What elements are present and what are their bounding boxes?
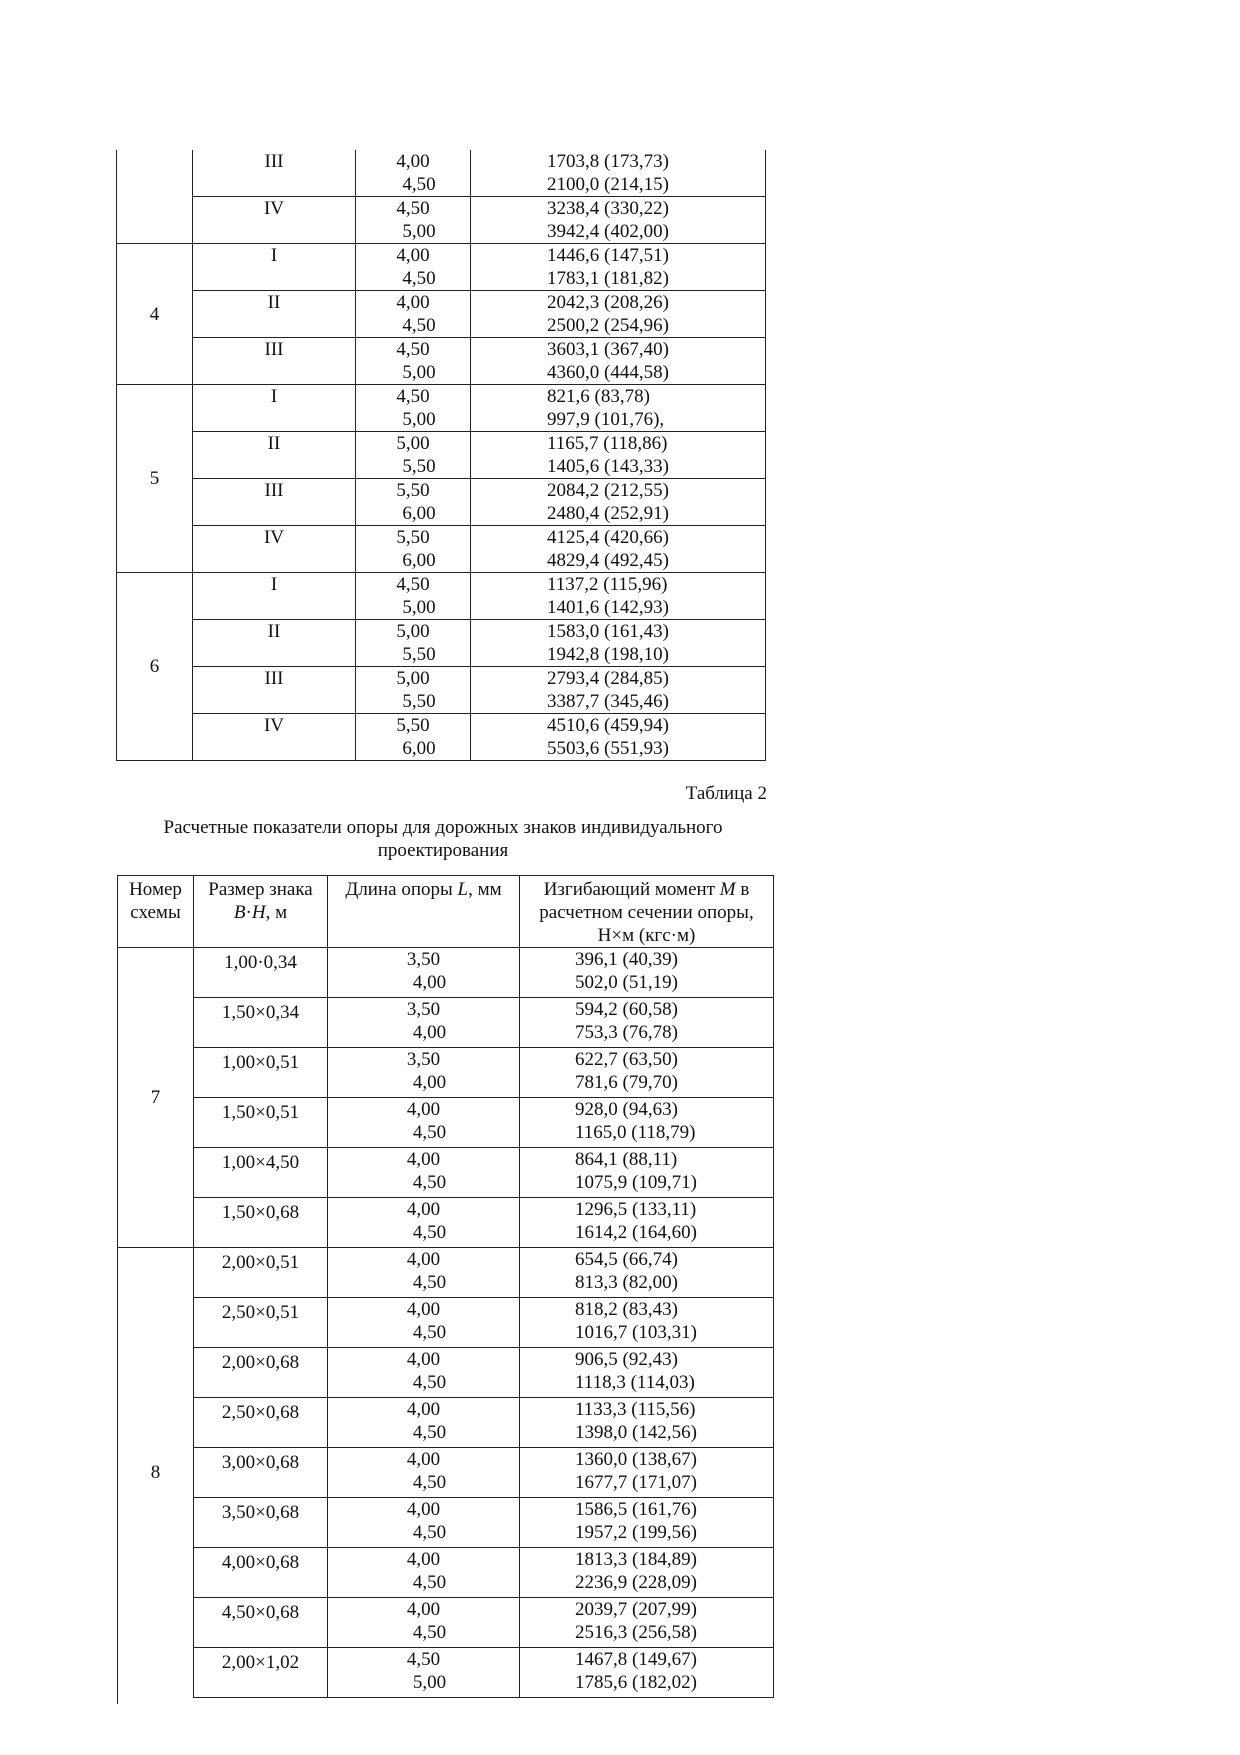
moment-value: 1957,2 (199,56) bbox=[575, 1522, 697, 1543]
sign-size: 2,50×0,51 bbox=[194, 1298, 328, 1348]
table-header-row bbox=[118, 876, 774, 948]
moment-cell bbox=[471, 338, 766, 385]
moment-value: 1703,8 (173,73) bbox=[547, 151, 669, 172]
moment-value: 5503,6 (551,93) bbox=[547, 738, 669, 759]
moment-value: 821,6 (83,78) bbox=[547, 386, 650, 407]
table-row bbox=[117, 479, 766, 526]
sign-size: 3,50×0,68 bbox=[194, 1498, 328, 1548]
length-value: 4,00 bbox=[396, 292, 430, 313]
moment-cell bbox=[520, 1048, 774, 1098]
moment-value: 928,0 (94,63) bbox=[575, 1099, 678, 1120]
length-value: 4,50 bbox=[396, 386, 430, 407]
moment-cell bbox=[471, 150, 766, 197]
table-row bbox=[118, 948, 774, 998]
length-value: 6,00 bbox=[402, 550, 436, 571]
moment-cell bbox=[520, 1648, 774, 1698]
sign-size: 1,00×0,51 bbox=[194, 1048, 328, 1098]
length-cell bbox=[328, 1548, 520, 1598]
length-value: 5,50 bbox=[396, 715, 430, 736]
table-row bbox=[117, 244, 766, 291]
length-value: 4,50 bbox=[412, 1272, 447, 1293]
moment-value: 2236,9 (228,09) bbox=[575, 1572, 697, 1593]
length-value: 4,00 bbox=[406, 1349, 441, 1370]
header-size: Размер знака B·H, м bbox=[194, 876, 328, 948]
length-cell bbox=[328, 1148, 520, 1198]
length-value: 4,50 bbox=[412, 1172, 447, 1193]
moment-value: 3387,7 (345,46) bbox=[547, 691, 669, 712]
length-value: 4,00 bbox=[406, 1549, 441, 1570]
length-value: 5,00 bbox=[396, 433, 430, 454]
length-value: 4,50 bbox=[412, 1522, 447, 1543]
sign-size: 2,00×0,68 bbox=[194, 1348, 328, 1398]
moment-cell bbox=[471, 573, 766, 620]
length-value: 4,00 bbox=[396, 151, 430, 172]
support-type: II bbox=[193, 291, 356, 338]
length-value: 4,50 bbox=[412, 1572, 447, 1593]
length-value: 4,00 bbox=[406, 1299, 441, 1320]
length-cell bbox=[356, 338, 471, 385]
table-row bbox=[117, 667, 766, 714]
table-title: Расчетные показатели опоры для дорожных знаков индивидуального проектирования bbox=[163, 817, 723, 861]
moment-value: 781,6 (79,70) bbox=[575, 1072, 678, 1093]
sign-size: 1,50×0,51 bbox=[194, 1098, 328, 1148]
length-value: 4,00 bbox=[406, 1249, 441, 1270]
length-cell bbox=[356, 620, 471, 667]
length-value: 4,00 bbox=[412, 972, 447, 993]
header-scheme: Номер схемы bbox=[118, 876, 194, 948]
support-type: IV bbox=[193, 197, 356, 244]
table-row bbox=[118, 1398, 774, 1448]
length-value: 4,50 bbox=[406, 1649, 441, 1670]
moment-cell bbox=[471, 385, 766, 432]
moment-value: 1360,0 (138,67) bbox=[575, 1449, 697, 1470]
moment-value: 4125,4 (420,66) bbox=[547, 527, 669, 548]
table-row bbox=[117, 526, 766, 573]
table-row bbox=[117, 197, 766, 244]
moment-value: 3603,1 (367,40) bbox=[547, 339, 669, 360]
table-row bbox=[118, 998, 774, 1048]
table-row bbox=[118, 1198, 774, 1248]
scheme-number: 5 bbox=[117, 385, 193, 573]
length-value: 4,50 bbox=[396, 339, 430, 360]
moment-value: 1586,5 (161,76) bbox=[575, 1499, 697, 1520]
table-row bbox=[117, 432, 766, 479]
sign-size: 4,50×0,68 bbox=[194, 1598, 328, 1648]
length-cell bbox=[328, 1598, 520, 1648]
moment-cell bbox=[520, 1548, 774, 1598]
length-value: 4,00 bbox=[406, 1149, 441, 1170]
table-row bbox=[117, 385, 766, 432]
length-value: 4,00 bbox=[412, 1022, 447, 1043]
table-2 bbox=[117, 875, 774, 1698]
length-cell bbox=[328, 1398, 520, 1448]
moment-cell bbox=[520, 1348, 774, 1398]
table-row bbox=[117, 714, 766, 761]
support-type: I bbox=[193, 573, 356, 620]
table-row bbox=[118, 1098, 774, 1148]
table-row bbox=[117, 338, 766, 385]
moment-value: 818,2 (83,43) bbox=[575, 1299, 678, 1320]
moment-cell bbox=[520, 1448, 774, 1498]
moment-value: 4360,0 (444,58) bbox=[547, 362, 669, 383]
support-type: IV bbox=[193, 714, 356, 761]
moment-value: 2039,7 (207,99) bbox=[575, 1599, 697, 1620]
moment-cell bbox=[471, 620, 766, 667]
length-cell bbox=[356, 385, 471, 432]
moment-value: 1467,8 (149,67) bbox=[575, 1649, 697, 1670]
table-1-continuation bbox=[116, 150, 766, 761]
support-type: III bbox=[193, 479, 356, 526]
support-type: I bbox=[193, 244, 356, 291]
table-row bbox=[117, 291, 766, 338]
length-cell bbox=[328, 1298, 520, 1348]
length-value: 4,00 bbox=[406, 1099, 441, 1120]
length-cell bbox=[356, 573, 471, 620]
length-value: 6,00 bbox=[402, 738, 436, 759]
moment-cell bbox=[471, 667, 766, 714]
length-value: 4,50 bbox=[412, 1372, 447, 1393]
support-type: II bbox=[193, 620, 356, 667]
length-cell bbox=[356, 667, 471, 714]
header-length: Длина опоры L, мм bbox=[328, 876, 520, 948]
length-cell bbox=[328, 1648, 520, 1698]
moment-value: 753,3 (76,78) bbox=[575, 1022, 678, 1043]
moment-cell bbox=[471, 244, 766, 291]
length-value: 4,50 bbox=[396, 574, 430, 595]
moment-value: 1614,2 (164,60) bbox=[575, 1222, 697, 1243]
length-value: 4,50 bbox=[412, 1322, 447, 1343]
length-value: 4,50 bbox=[412, 1622, 447, 1643]
moment-value: 1785,6 (182,02) bbox=[575, 1672, 697, 1693]
moment-value: 1165,7 (118,86) bbox=[547, 433, 668, 454]
length-cell bbox=[328, 1048, 520, 1098]
moment-value: 3942,4 (402,00) bbox=[547, 221, 669, 242]
length-value: 5,00 bbox=[402, 597, 436, 618]
moment-value: 1942,8 (198,10) bbox=[547, 644, 669, 665]
moment-cell bbox=[520, 1248, 774, 1298]
length-value: 4,50 bbox=[412, 1472, 447, 1493]
moment-value: 1075,9 (109,71) bbox=[575, 1172, 697, 1193]
length-cell bbox=[356, 291, 471, 338]
sign-size: 1,00×4,50 bbox=[194, 1148, 328, 1198]
length-cell bbox=[356, 150, 471, 197]
length-value: 4,00 bbox=[396, 245, 430, 266]
moment-value: 864,1 (88,11) bbox=[575, 1149, 678, 1170]
moment-cell bbox=[520, 1298, 774, 1348]
length-value: 4,00 bbox=[406, 1199, 441, 1220]
length-value: 5,00 bbox=[402, 221, 436, 242]
sign-size: 3,00×0,68 bbox=[194, 1448, 328, 1498]
support-type: II bbox=[193, 432, 356, 479]
length-value: 4,50 bbox=[402, 315, 436, 336]
moment-value: 997,9 (101,76), bbox=[547, 409, 665, 430]
table-row bbox=[118, 1048, 774, 1098]
length-value: 4,50 bbox=[412, 1122, 447, 1143]
scheme-number: 6 bbox=[117, 573, 193, 761]
moment-cell bbox=[471, 479, 766, 526]
length-cell bbox=[328, 1348, 520, 1398]
table-row bbox=[118, 1298, 774, 1348]
length-cell bbox=[356, 197, 471, 244]
length-cell bbox=[356, 526, 471, 573]
moment-value: 1118,3 (114,03) bbox=[575, 1372, 695, 1393]
length-value: 5,50 bbox=[402, 456, 436, 477]
table-left-rule bbox=[117, 1680, 118, 1704]
table-row bbox=[118, 1598, 774, 1648]
length-cell bbox=[356, 714, 471, 761]
length-value: 3,50 bbox=[406, 999, 441, 1020]
length-value: 4,00 bbox=[406, 1449, 441, 1470]
length-value: 4,00 bbox=[412, 1072, 447, 1093]
moment-value: 2500,2 (254,96) bbox=[547, 315, 669, 336]
length-value: 4,50 bbox=[412, 1222, 447, 1243]
length-value: 5,50 bbox=[396, 480, 430, 501]
sign-size: 4,00×0,68 bbox=[194, 1548, 328, 1598]
sign-size: 2,00×1,02 bbox=[194, 1648, 328, 1698]
table-row bbox=[118, 1148, 774, 1198]
length-cell bbox=[328, 1448, 520, 1498]
table-row bbox=[118, 1448, 774, 1498]
length-cell bbox=[328, 1248, 520, 1298]
moment-value: 1296,5 (133,11) bbox=[575, 1199, 697, 1220]
support-type: III bbox=[193, 338, 356, 385]
table-row bbox=[118, 1248, 774, 1298]
moment-value: 4829,4 (492,45) bbox=[547, 550, 669, 571]
moment-value: 622,7 (63,50) bbox=[575, 1049, 678, 1070]
support-type: I bbox=[193, 385, 356, 432]
length-value: 4,50 bbox=[402, 268, 436, 289]
header-moment: Изгибающий момент M в расчетном сечении опоры, Н×м (кгс·м) bbox=[520, 876, 774, 948]
moment-value: 2042,3 (208,26) bbox=[547, 292, 669, 313]
length-value: 5,00 bbox=[412, 1672, 447, 1693]
length-value: 3,50 bbox=[406, 949, 441, 970]
length-value: 4,50 bbox=[396, 198, 430, 219]
length-cell bbox=[356, 432, 471, 479]
length-value: 5,50 bbox=[396, 527, 430, 548]
moment-value: 1446,6 (147,51) bbox=[547, 245, 669, 266]
length-value: 3,50 bbox=[406, 1049, 441, 1070]
length-cell bbox=[328, 1098, 520, 1148]
length-value: 4,00 bbox=[406, 1399, 441, 1420]
table-row bbox=[118, 1548, 774, 1598]
length-value: 5,00 bbox=[402, 409, 436, 430]
moment-value: 813,3 (82,00) bbox=[575, 1272, 678, 1293]
moment-value: 1165,0 (118,79) bbox=[575, 1122, 696, 1143]
moment-value: 1016,7 (103,31) bbox=[575, 1322, 697, 1343]
moment-cell bbox=[520, 1148, 774, 1198]
moment-cell bbox=[471, 526, 766, 573]
moment-value: 1583,0 (161,43) bbox=[547, 621, 669, 642]
moment-value: 1137,2 (115,96) bbox=[547, 574, 668, 595]
sign-size: 1,50×0,34 bbox=[194, 998, 328, 1048]
length-cell bbox=[328, 1498, 520, 1548]
moment-cell bbox=[471, 432, 766, 479]
table-row bbox=[118, 1648, 774, 1698]
moment-cell bbox=[471, 291, 766, 338]
moment-value: 594,2 (60,58) bbox=[575, 999, 678, 1020]
length-value: 5,00 bbox=[396, 668, 430, 689]
moment-value: 3238,4 (330,22) bbox=[547, 198, 669, 219]
table-row bbox=[118, 1498, 774, 1548]
moment-value: 2793,4 (284,85) bbox=[547, 668, 669, 689]
sign-size: 2,50×0,68 bbox=[194, 1398, 328, 1448]
support-type: III bbox=[193, 667, 356, 714]
scheme-number: 8 bbox=[118, 1248, 194, 1698]
moment-value: 1405,6 (143,33) bbox=[547, 456, 669, 477]
sign-size: 1,00·0,34 bbox=[194, 948, 328, 998]
scheme-number bbox=[117, 150, 193, 244]
moment-cell bbox=[520, 1098, 774, 1148]
moment-cell bbox=[520, 948, 774, 998]
moment-cell bbox=[471, 197, 766, 244]
moment-value: 2480,4 (252,91) bbox=[547, 503, 669, 524]
table-row bbox=[117, 620, 766, 667]
sign-size: 2,00×0,51 bbox=[194, 1248, 328, 1298]
length-cell bbox=[328, 1198, 520, 1248]
moment-value: 2100,0 (214,15) bbox=[547, 174, 669, 195]
moment-cell bbox=[520, 1198, 774, 1248]
moment-cell bbox=[520, 1398, 774, 1448]
sign-size: 1,50×0,68 bbox=[194, 1198, 328, 1248]
moment-cell bbox=[520, 998, 774, 1048]
moment-value: 2516,3 (256,58) bbox=[575, 1622, 697, 1643]
table-label: Таблица 2 bbox=[685, 783, 767, 804]
moment-value: 1677,7 (171,07) bbox=[575, 1472, 697, 1493]
moment-value: 396,1 (40,39) bbox=[575, 949, 678, 970]
moment-cell bbox=[520, 1598, 774, 1648]
length-cell bbox=[328, 948, 520, 998]
table-row bbox=[117, 150, 766, 197]
moment-value: 1813,3 (184,89) bbox=[575, 1549, 697, 1570]
length-value: 5,50 bbox=[402, 691, 436, 712]
length-value: 5,00 bbox=[402, 362, 436, 383]
length-value: 5,50 bbox=[402, 644, 436, 665]
length-value: 4,50 bbox=[412, 1422, 447, 1443]
moment-cell bbox=[520, 1498, 774, 1548]
moment-value: 1401,6 (142,93) bbox=[547, 597, 669, 618]
moment-value: 4510,6 (459,94) bbox=[547, 715, 669, 736]
moment-value: 1133,3 (115,56) bbox=[575, 1399, 696, 1420]
moment-value: 2084,2 (212,55) bbox=[547, 480, 669, 501]
support-type: III bbox=[193, 150, 356, 197]
scheme-number: 7 bbox=[118, 948, 194, 1248]
length-value: 5,00 bbox=[396, 621, 430, 642]
length-cell bbox=[356, 479, 471, 526]
moment-value: 1398,0 (142,56) bbox=[575, 1422, 697, 1443]
scheme-number: 4 bbox=[117, 244, 193, 385]
length-value: 4,00 bbox=[406, 1599, 441, 1620]
moment-value: 502,0 (51,19) bbox=[575, 972, 678, 993]
length-cell bbox=[356, 244, 471, 291]
support-type: IV bbox=[193, 526, 356, 573]
moment-value: 654,5 (66,74) bbox=[575, 1249, 678, 1270]
moment-value: 906,5 (92,43) bbox=[575, 1349, 678, 1370]
table-row bbox=[118, 1348, 774, 1398]
table-row bbox=[117, 573, 766, 620]
moment-value: 1783,1 (181,82) bbox=[547, 268, 669, 289]
length-value: 6,00 bbox=[402, 503, 436, 524]
length-value: 4,50 bbox=[402, 174, 436, 195]
length-cell bbox=[328, 998, 520, 1048]
moment-cell bbox=[471, 714, 766, 761]
length-value: 4,00 bbox=[406, 1499, 441, 1520]
